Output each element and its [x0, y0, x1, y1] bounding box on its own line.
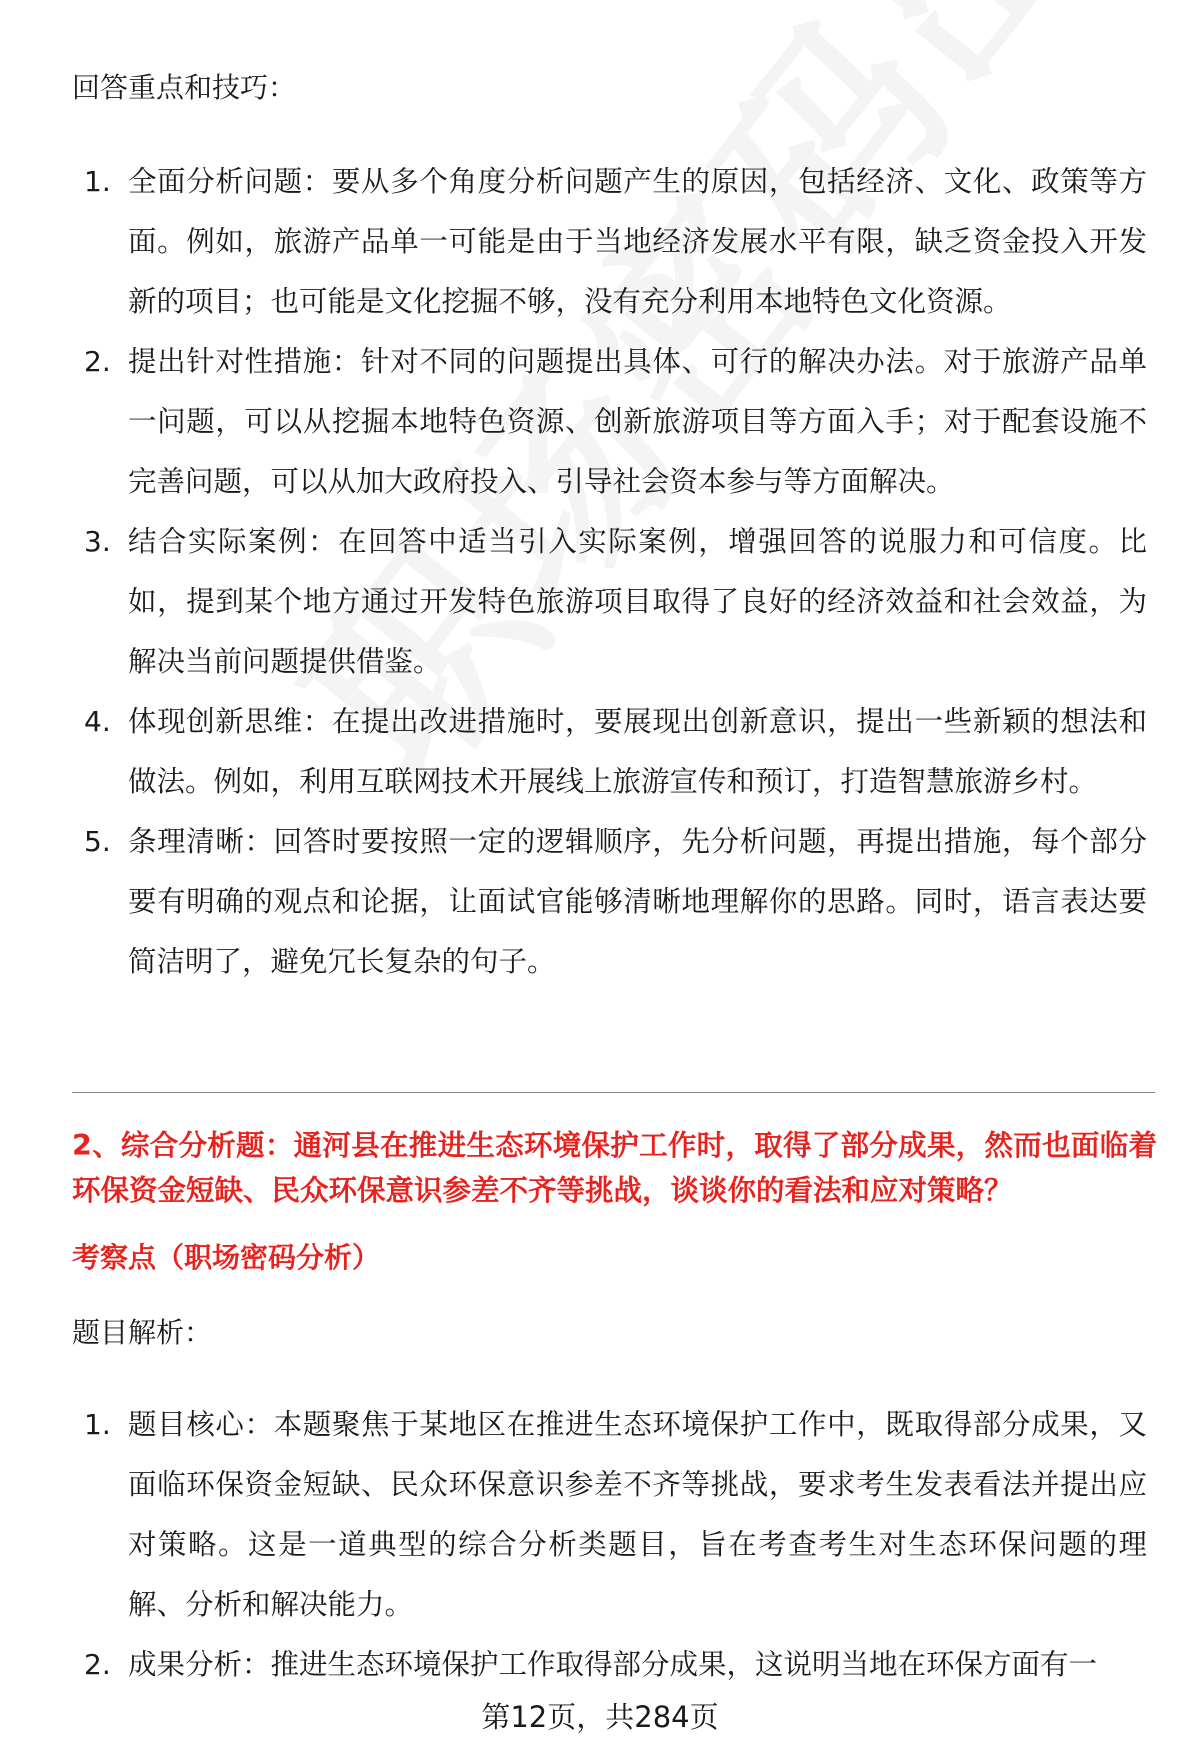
list-item: [72, 332, 1147, 512]
list-number: 5.: [84, 825, 111, 858]
section-divider: [72, 1092, 1155, 1093]
analysis-list: [72, 1395, 1147, 1695]
list-number: 2.: [84, 345, 111, 378]
list-text: 体现创新思维：在提出改进措施时，要展现出创新意识，提出一些新颖的想法和做法。例如，利用互联网技术开展线上旅游宣传和预订，打造智慧旅游乡村。: [128, 705, 1147, 798]
list-text: 提出针对性措施：针对不同的问题提出具体、可行的解决办法。对于旅游产品单一问题，可以从挖掘本地特色资源、创新旅游项目等方面入手；对于配套设施不完善问题，可以从加大政府投入、引导社会资本参与等方面解决。: [128, 345, 1147, 498]
list-text: 结合实际案例：在回答中适当引入实际案例，增强回答的说服力和可信度。比如，提到某个地方通过开发特色旅游项目取得了良好的经济效益和社会效益，为解决当前问题提供借鉴。: [128, 525, 1147, 678]
section-heading: 回答重点和技巧：: [72, 71, 297, 104]
list-item: [72, 152, 1147, 332]
list-text: 题目核心：本题聚焦于某地区在推进生态环境保护工作中，既取得部分成果，又面临环保资金短缺、民众环保意识参差不齐等挑战，要求考生发表看法并提出应对策略。这是一道典型的综合分析类题目，旨在考查考生对生态环保问题的理解、分析和解决能力。: [128, 1408, 1147, 1621]
list-number: 1.: [84, 165, 111, 198]
list-text: 成果分析：推进生态环境保护工作取得部分成果，这说明当地在环保方面有一: [128, 1648, 1098, 1681]
page-footer: 第12页，共284页: [481, 1700, 719, 1734]
list-number: 3.: [84, 525, 111, 558]
list-text: 条理清晰：回答时要按照一定的逻辑顺序，先分析问题，再提出措施，每个部分要有明确的观点和论据，让面试官能够清晰地理解你的思路。同时，语言表达要简洁明了，避免冗长复杂的句子。: [128, 825, 1147, 978]
list-item: [72, 812, 1147, 992]
list-item: [72, 512, 1147, 692]
list-item: [72, 1395, 1147, 1635]
list-item: [72, 1635, 1147, 1695]
analysis-heading: 题目解析：: [72, 1316, 213, 1349]
list-number: 4.: [84, 705, 111, 738]
list-text: 全面分析问题：要从多个角度分析问题产生的原因，包括经济、文化、政策等方面。例如，旅游产品单一可能是由于当地经济发展水平有限，缺乏资金投入开发新的项目；也可能是文化挖掘不够，没有充分利用本地特色文化资源。: [128, 165, 1147, 318]
list-number: 1.: [84, 1408, 111, 1441]
question-subtitle: 考察点（职场密码分析）: [72, 1241, 381, 1274]
tips-list: [72, 152, 1147, 992]
question-title: 2、综合分析题：通河县在推进生态环境保护工作时，取得了部分成果，然而也面临着环保资金短缺、民众环保意识参差不齐等挑战，谈谈你的看法和应对策略？: [72, 1129, 1157, 1207]
list-number: 2.: [84, 1648, 111, 1681]
list-item: [72, 692, 1147, 812]
